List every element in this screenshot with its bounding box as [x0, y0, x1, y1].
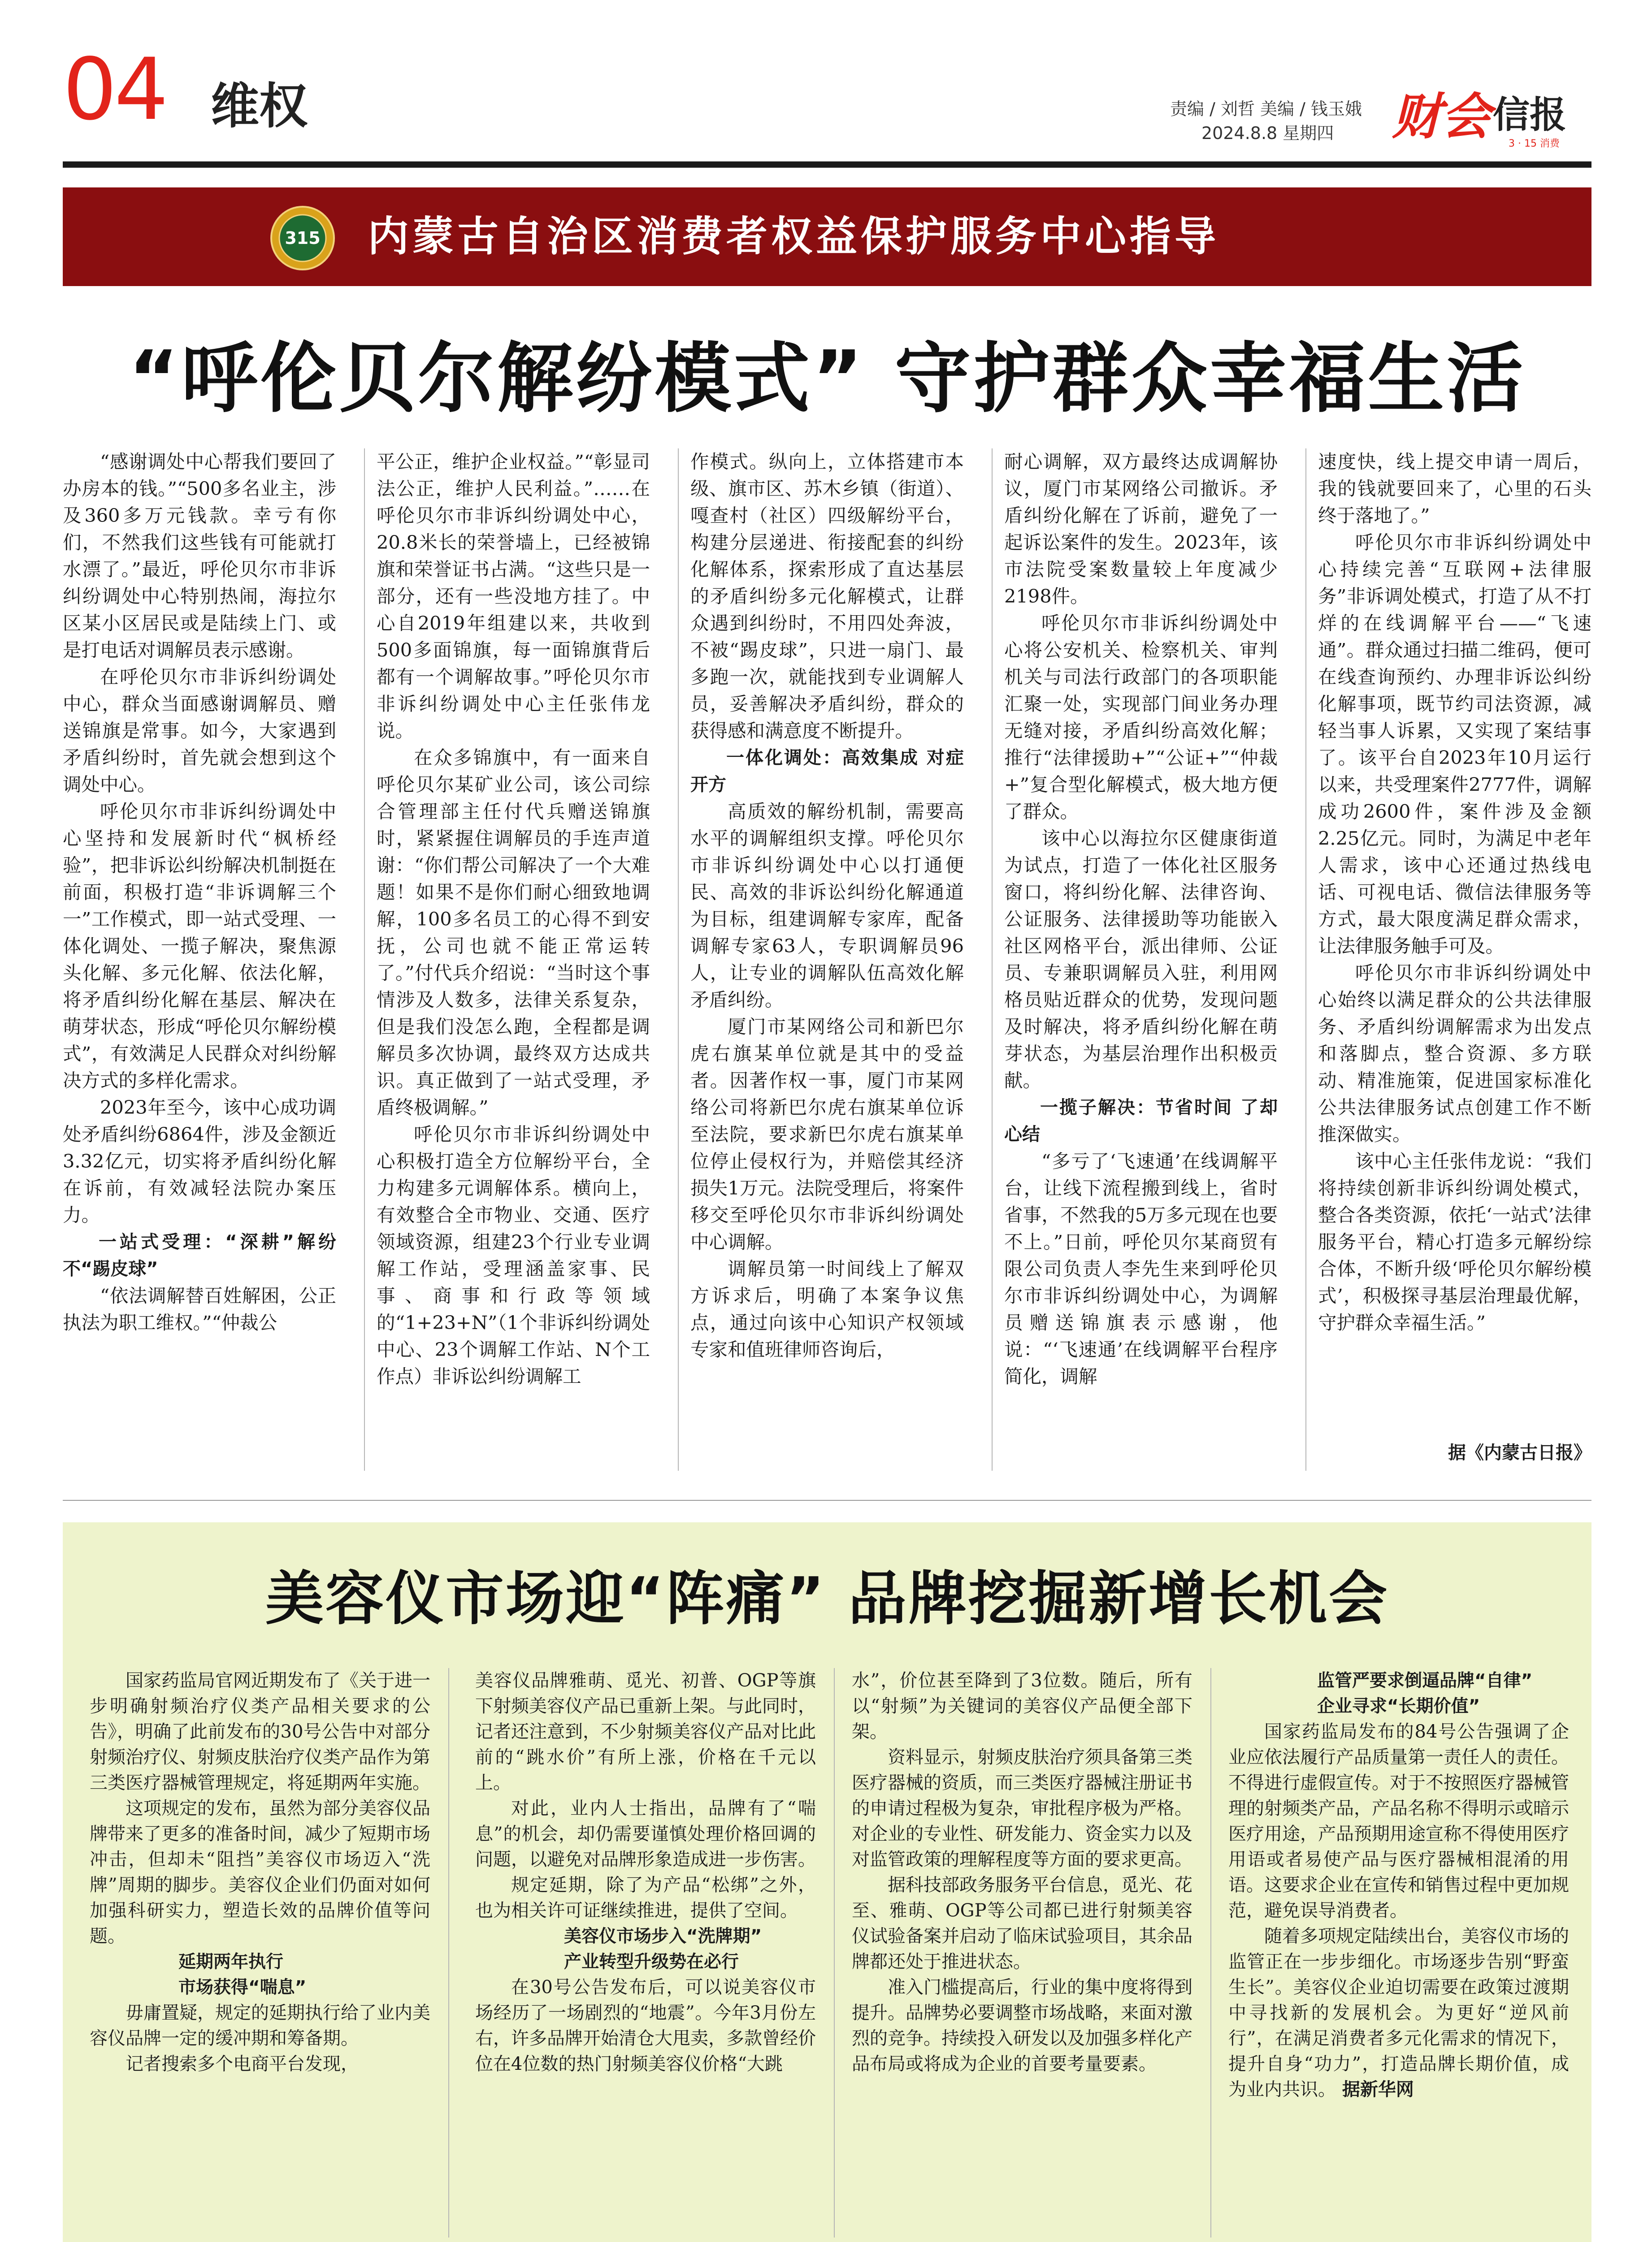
paragraph: “依法调解替百姓解困，公正执法为职工维权。”“仲裁公	[63, 1285, 336, 1334]
paragraph: 资料显示，射频皮肤治疗须具备第三类医疗器械的资质，而三类医疗器械注册证书的申请过程极为复杂，审批程序极为严格。对企业的专业性、研发能力、资金实力以及对监管政策的理解程度等方面的要求更高。	[852, 1747, 1192, 1870]
paragraph: 对此，业内人士指出，品牌有了“喘息”的机会，却仍需要谨慎处理价格回调的问题，以避免对品牌形象造成进一步伤害。	[475, 1798, 816, 1870]
paragraph: 国家药监局官网近期发布了《关于进一步明确射频治疗仪类产品相关要求的公告》，明确了此前发布的30号公告中对部分射频治疗仪、射频皮肤治疗仪类产品作为第三类医疗器械管理规定，将延期两年实施。	[90, 1670, 430, 1793]
logo-sub-text: 信报	[1493, 94, 1567, 136]
subheading: 一站式受理：“深耕”解纷不“踢皮球”	[63, 1232, 336, 1279]
logo-tag-text: 3 · 15 消费	[1509, 138, 1560, 149]
paragraph: 水”，价位甚至降到了3位数。随后，所有以“射频”为关键词的美容仪产品便全部下架。	[852, 1670, 1192, 1742]
article-divider	[63, 1500, 1591, 1501]
paragraph: 速度快，线上提交申请一周后，我的钱就要回来了，心里的石头终于落地了。”	[1318, 451, 1591, 526]
issue-date: 2024.8.8 星期四	[1201, 123, 1334, 143]
article2-headline: 美容仪市场迎“阵痛” 品牌挖掘新增长机会	[265, 1564, 1389, 1633]
paragraph: 规定延期，除了为产品“松绑”之外，也为相关许可证继续推进，提供了空间。	[475, 1875, 816, 1921]
column-divider	[992, 448, 993, 1471]
article1-source: 据《内蒙古日报》	[1448, 1443, 1591, 1463]
article2-column-4	[1228, 1668, 1569, 2238]
paragraph: 呼伦贝尔市非诉纠纷调处中心将公安机关、检察机关、审判机关与司法行政部门的各项职能汇聚一处，实现部门间业务办理无缝对接，矛盾纠纷高效化解；推行“法律援助+”“公证+”“仲裁+”复合型化解模式，极大地方便了群众。	[1004, 612, 1278, 822]
article2-column-3	[852, 1668, 1192, 2238]
article1-column-3	[690, 448, 964, 1471]
consumer-rights-emblem-icon	[269, 204, 336, 272]
paragraph: 在众多锦旗中，有一面来自呼伦贝尔某矿业公司，该公司综合管理部主任付代兵赠送锦旗时，紧紧握住调解员的手连声道谢：“你们帮公司解决了一个大难题！如果不是你们耐心细致地调解，100多名员工的心得不到安抚，公司也就不能正常运转了。”付代兵介绍说：“当时这个事情涉及人数多，法律关系复杂，但是我们没怎么跑，全程都是调解员多次协调，最终双方达成共识。真正做到了一站式受理，矛盾终极调解。”	[377, 747, 650, 1118]
column-divider	[1305, 448, 1306, 1471]
column-divider	[678, 448, 679, 1471]
column-divider	[1210, 1668, 1211, 2238]
paragraph: 在呼伦贝尔市非诉纠纷调处中心，群众当面感谢调解员、赠送锦旗是常事。如今，大家遇到矛盾纠纷时，首先就会想到这个调处中心。	[63, 666, 336, 795]
subheading: 产业转型升级势在必行	[564, 1952, 739, 1972]
paragraph: 呼伦贝尔市非诉纠纷调处中心坚持和发展新时代“枫桥经验”，把非诉讼纠纷解决机制挺在前面，积极打造“非诉调解三个一”工作模式，即一站式受理、一体化调处、一揽子解决，聚焦源头化解、多元化解、依法化解，将矛盾纠纷化解在基层、解决在萌芽状态，形成“呼伦贝尔解纷模式”，有效满足人民群众对纠纷解决方式的多样化需求。	[63, 800, 336, 1091]
subheading: 美容仪市场步入“洗牌期”	[564, 1926, 762, 1947]
logo-main-text: 财会	[1392, 88, 1491, 145]
column-divider	[834, 1668, 835, 2238]
paragraph: 作模式。纵向上，立体搭建市本级、旗市区、苏木乡镇（街道）、嘎查村（社区）四级解纷平台，构建分层递进、衔接配套的纠纷化解体系，探索形成了直达基层的矛盾纠纷多元化解模式，让群众遇到纠纷时，不用四处奔波，不被“踢皮球”，只进一扇门、最多跑一次，就能找到专业调解人员，妥善解决矛盾纠纷，群众的获得感和满意度不断提升。	[690, 451, 964, 742]
paragraph: 这项规定的发布，虽然为部分美容仪品牌带来了更多的准备时间，减少了短期市场冲击，但却未“阻挡”美容仪市场迈入“洗牌”周期的脚步。美容仪企业们仍面对如何加强科研实力，塑造长效的品牌价值等问题。	[90, 1798, 430, 1947]
paragraph: 该中心主任张伟龙说：“我们将持续创新非诉纠纷调处模式，整合各类资源，依托‘一站式’法律服务平台，精心打造多元解纷综合体，不断升级‘呼伦贝尔解纷模式’，积极探寻基层治理最优解，守护群众幸福生活。”	[1318, 1150, 1591, 1334]
article1-column-4	[1004, 448, 1278, 1471]
paragraph: 调解员第一时间线上了解双方诉求后，明确了本案争议焦点，通过向该中心知识产权领域专家和值班律师咨询后，	[690, 1258, 964, 1360]
article1-column-2	[377, 448, 650, 1471]
article2-column-1	[90, 1668, 430, 2238]
paragraph: 耐心调解，双方最终达成调解协议，厦门市某网络公司撤诉。矛盾纠纷化解在了诉前，避免了一起诉讼案件的发生。2023年，该市法院受案数量较上年度减少2198件。	[1004, 451, 1278, 607]
paragraph: 美容仪品牌雅萌、觅光、初普、OGP等旗下射频美容仪产品已重新上架。与此同时，记者还注意到，不少射频美容仪产品对比此前的“跳水价”有所上涨，价格在千元以上。	[475, 1670, 816, 1793]
emblem-text: 315	[285, 228, 321, 248]
newspaper-logo	[1392, 87, 1591, 155]
paragraph: 该中心以海拉尔区健康街道为试点，打造了一体化社区服务窗口，将纠纷化解、法律咨询、公证服务、法律援助等功能嵌入社区网格平台，派出律师、公证员、专兼职调解员入驻，利用网格员贴近群众的优势，发现问题及时解决，将矛盾纠纷化解在萌芽状态，为基层治理作出积极贡献。	[1004, 827, 1278, 1091]
banner-text: 内蒙古自治区消费者权益保护服务中心指导	[368, 213, 1220, 261]
paragraph: 在30号公告发布后，可以说美容仪市场经历了一场剧烈的“地震”。今年3月份左右，许多品牌开始清仓大甩卖，多款曾经价位在4位数的热门射频美容仪价格“大跳	[475, 1977, 816, 2074]
article1-column-5	[1318, 448, 1591, 1471]
article2-column-2	[475, 1668, 816, 2238]
paragraph: “多亏了‘飞速通’在线调解平台，让线下流程搬到线上，省时省事，不然我的5万多元现在也要不上。”日前，呼伦贝尔某商贸有限公司负责人李先生来到呼伦贝尔市非诉纠纷调处中心，为调解员赠送锦旗表示感谢，他说：“‘飞速通’在线调解平台程序简化，调解	[1004, 1150, 1278, 1387]
article1-column-1	[63, 448, 336, 1471]
article2-source: 据新华网	[1336, 2079, 1414, 2100]
paragraph: 呼伦贝尔市非诉纠纷调处中心持续完善“互联网+法律服务”非诉调处模式，打造了从不打烊的在线调解平台——“飞速通”。群众通过扫描二维码，便可在线查询预约、办理非诉讼纠纷化解事项，既节约司法资源，减轻当事人诉累，又实现了案结事了。该平台自2023年10月运行以来，共受理案件2777件，调解成功2600件，案件涉及金额2.25亿元。同时，为满足中老年人需求，该中心还通过热线电话、可视电话、微信法律服务等方式，最大限度满足群众需求，让法律服务触手可及。	[1318, 531, 1591, 957]
column-divider	[364, 448, 365, 1471]
paragraph: 呼伦贝尔市非诉纠纷调处中心始终以满足群众的公共法律服务、矛盾纠纷调解需求为出发点和落脚点，整合资源、多方联动、精准施策，促进国家标准化公共法律服务试点创建工作不断推深做实。	[1318, 962, 1591, 1145]
masthead	[63, 40, 1591, 157]
subheading: 监管严要求倒逼品牌“自律”	[1317, 1671, 1533, 1691]
paragraph: 准入门槛提高后，行业的集中度将得到提升。品牌势必要调整市场战略，来面对激烈的竞争。持续投入研发以及加强多样化产品布局或将成为企业的首要考量要素。	[852, 1977, 1192, 2074]
paragraph: “感谢调处中心帮我们要回了办房本的钱。”“500多名业主，涉及360多万元钱款。幸亏有你们，不然我们这些钱有可能就打水漂了。”最近，呼伦贝尔市非诉纠纷调处中心特别热闹，海拉尔区某小区居民或是陆续上门、或是打电话对调解员表示感谢。	[63, 451, 336, 661]
guidance-banner	[63, 187, 1591, 286]
column-divider	[448, 1668, 449, 2238]
header-rule	[63, 161, 1591, 168]
paragraph: 2023年至今，该中心成功调处矛盾纠纷6864件，涉及金额近3.32亿元，切实将矛盾纠纷化解在诉前，有效减轻法院办案压力。	[63, 1096, 336, 1226]
subheading: 市场获得“喘息”	[178, 1977, 307, 1998]
paragraph: 高质效的解纷机制，需要高水平的调解组织支撑。呼伦贝尔市非诉纠纷调处中心以打通便民、高效的非诉讼纠纷化解通道为目标，组建调解专家库，配备调解专家63人，专职调解员96人，让专业的调解队伍高效化解矛盾纠纷。	[690, 800, 964, 1011]
paragraph: 记者搜索多个电商平台发现，	[126, 2054, 359, 2074]
subheading: 一揽子解决：节省时间 了却心结	[1004, 1097, 1278, 1145]
paragraph: 平公正，维护企业权益。”“彰显司法公正，维护人民利益。”……在呼伦贝尔市非诉纠纷调处中心，20.8米长的荣誉墙上，已经被锦旗和荣誉证书占满。“这些只是一部分，还有一些没地方挂了。中心自2019年组建以来，共收到500多面锦旗，每一面锦旗背后都有一个调解故事。”呼伦贝尔市非诉纠纷调处中心主任张伟龙说。	[377, 451, 650, 742]
paragraph: 国家药监局发布的84号公告强调了企业应依法履行产品质量第一责任人的责任。不得进行虚假宣传。对于不按照医疗器械管理的射频类产品，产品名称不得明示或暗示医疗用途，产品预期用途宣称不得使用医疗用语或者易使产品与医疗器械相混淆的用语。这要求企业在宣传和销售过程中更加规范，避免误导消费者。	[1228, 1721, 1569, 1921]
subheading: 延期两年执行	[178, 1952, 284, 1972]
page-number: 04	[63, 40, 166, 139]
paragraph: 据科技部政务服务平台信息，觅光、花至、雅萌、OGP等公司都已进行射频美容仪试验备案并启动了临床试验项目，其余品牌都还处于推进状态。	[852, 1875, 1192, 1972]
article1-headline: “呼伦贝尔解纷模式” 守护群众幸福生活	[128, 335, 1526, 423]
paragraph: 毋庸置疑，规定的延期执行给了业内美容仪品牌一定的缓冲期和筹备期。	[90, 2003, 430, 2049]
subheading: 企业寻求“长期价值”	[1317, 1696, 1480, 1716]
editors-credit: 责编 / 刘哲 美编 / 钱玉娥	[1170, 99, 1362, 119]
paragraph: 呼伦贝尔市非诉纠纷调处中心积极打造全方位解纷平台，全力构建多元调解体系。横向上，有效整合全市物业、交通、医疗领域资源，组建23个行业专业调解工作站，受理涵盖家事、民事、商事和行政等领域的“1+23+N”（1个非诉纠纷调处中心、23个调解工作站、N个工作点）非诉讼纠纷调解工	[377, 1123, 650, 1387]
subheading: 一体化调处：高效集成 对症开方	[690, 747, 964, 795]
paragraph: 厦门市某网络公司和新巴尔虎右旗某单位就是其中的受益者。因著作权一事，厦门市某网络公司将新巴尔虎右旗某单位诉至法院，要求新巴尔虎右旗某单位停止侵权行为，并赔偿其经济损失1万元。法院受理后，将案件移交至呼伦贝尔市非诉纠纷调处中心调解。	[690, 1016, 964, 1253]
paragraph: 随着多项规定陆续出台，美容仪市场的监管正在一步步细化。市场逐步告别“野蛮生长”。美容仪企业迫切需要在政策过渡期中寻找新的发展机会。为更好“逆风前行”，在满足消费者多元化需求的情况下，提升自身“功力”，打造品牌长期价值，成为业内共识。 据新华网	[1228, 1926, 1569, 2100]
section-name: 维权	[211, 78, 308, 135]
